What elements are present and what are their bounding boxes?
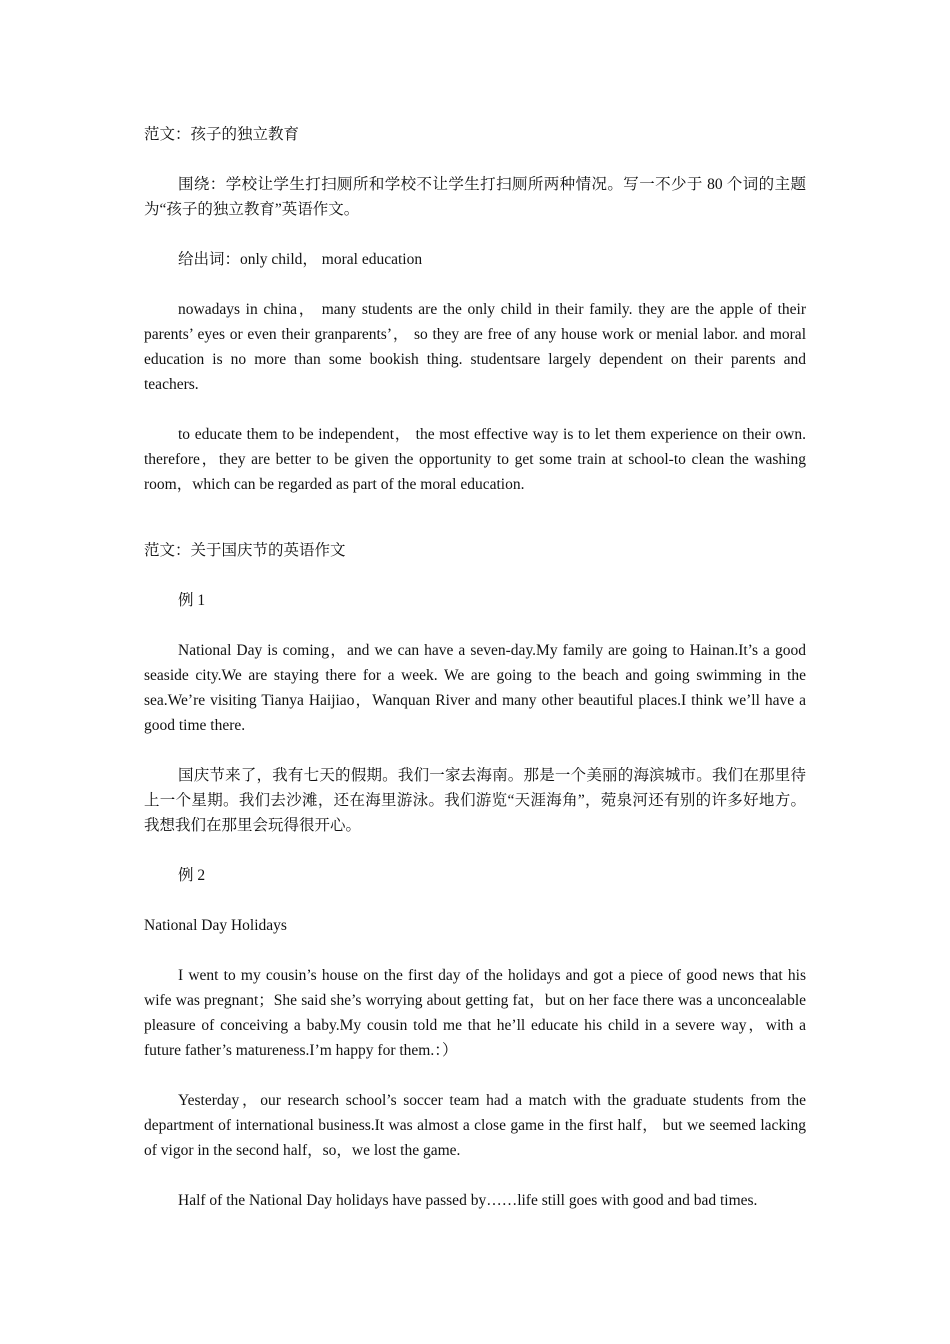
section-title: 范文：孩子的独立教育 bbox=[144, 126, 300, 143]
example-paragraph: I went to my cousin’s house on the first day of the holidays and got a piece of good news that his wife was pregnant；She said she’s worrying about getting fat，but on her face there was a unconcealable pleasure of conceiving a baby.My cousin told me that he’ll educate his child in a severe way，with a future father’s matureness.I’m happy for them.：） bbox=[144, 967, 806, 1059]
section-title: 范文：关于国庆节的英语作文 bbox=[144, 542, 346, 559]
essay-paragraph: nowadays in china， many students are the only child in their family. they are the apple of their parents’ eyes or even their granparents’， so they are free of any house work or menial labor. and moral education is no more than some bookish thing. studentsare largely dependent on their parents and teachers. bbox=[144, 301, 806, 393]
example-label: 例 2 bbox=[178, 867, 206, 884]
example-paragraph-en: National Day is coming，and we can have a seven-day.My family are going to Hainan.It’s a good seaside city.We are staying there for a week. We are going to the beach and going swimming in the sea.We’re visiting Tianya Haijiao，Wanquan River and many other beautiful places.I think we’ll have a good time there. bbox=[144, 642, 806, 734]
section-spacer bbox=[144, 522, 806, 538]
example-label: 例 1 bbox=[178, 592, 206, 609]
essay-prompt: 围绕：学校让学生打扫厕所和学校不让学生打扫厕所两种情况。写一不少于 80 个词的主题为“孩子的独立教育”英语作文。 bbox=[144, 176, 806, 218]
essay-paragraph: to educate them to be independent， the most effective way is to let them experience on their own. therefore，they are better to be given the opportunity to get some train at school-to clean the washing room，which can be regarded as part of the moral education. bbox=[144, 426, 806, 493]
document-page bbox=[144, 122, 806, 1238]
given-words: 给出词：only child， moral education bbox=[178, 251, 423, 268]
example-paragraph: Half of the National Day holidays have passed by……life still goes with good and bad times. bbox=[178, 1192, 758, 1209]
example-paragraph: Yesterday，our research school’s soccer team had a match with the graduate students from the department of international business.It was almost a close game in the first half， but we seemed lacking of vigor in the second half，so，we lost the game. bbox=[144, 1092, 806, 1159]
example-paragraph-zh: 国庆节来了，我有七天的假期。我们一家去海南。那是一个美丽的海滨城市。我们在那里待上一个星期。我们去沙滩，还在海里游泳。我们游览“天涯海角”，菀泉河还有别的许多好地方。我想我们在那里会玩得很开心。 bbox=[144, 767, 806, 834]
example-title: National Day Holidays bbox=[144, 917, 287, 934]
